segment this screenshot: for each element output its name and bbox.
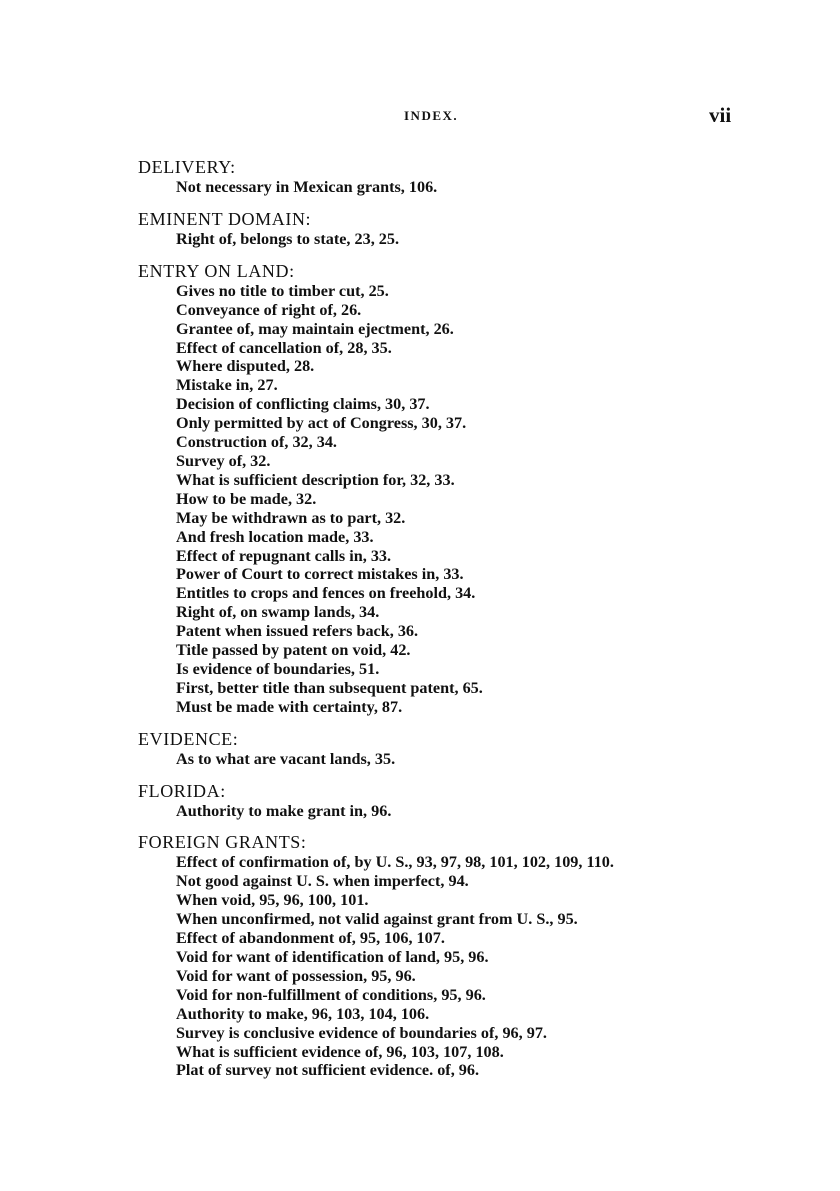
index-section [138,157,778,197]
index-entry: Gives no title to timber cut, 25. [176,281,389,300]
index-entry: Authority to make, 96, 103, 104, 106. [176,1004,430,1023]
index-entry: Patent when issued refers back, 36. [176,622,419,641]
index-entry: When void, 95, 96, 100, 101. [176,891,369,910]
index-entry: Only permitted by act of Congress, 30, 37. [176,414,467,433]
section-heading: EVIDENCE: [138,728,239,749]
index-entry: Survey of, 32. [176,451,271,470]
index-entry: What is sufficient evidence of, 96, 103, 107, 108. [176,1042,504,1061]
index-entry: May be withdrawn as to part, 32. [176,508,406,527]
index-entry: Authority to make grant in, 96. [176,801,392,820]
entry-list [138,178,778,197]
index-entry: Is evidence of boundaries, 51. [176,659,380,678]
index-entry: What is sufficient description for, 32, 33. [176,470,455,489]
index-entry: Must be made with certainty, 87. [176,697,403,716]
index-entry: Where disputed, 28. [176,357,315,376]
index-body [138,157,778,1092]
index-entry: Entitles to crops and fences on freehold, 34. [176,584,476,603]
index-entry: Title passed by patent on void, 42. [176,641,411,660]
index-entry: Effect of abandonment of, 95, 106, 107. [176,929,445,948]
section-heading: DELIVERY: [138,157,236,177]
index-entry: How to be made, 32. [176,489,317,508]
index-entry: When unconfirmed, not valid against grant from U. S., 95. [176,910,578,929]
section-heading: FLORIDA: [138,780,226,801]
index-entry: Conveyance of right of, 26. [176,300,362,319]
running-head-title: INDEX. [404,108,459,123]
index-entry: Effect of confirmation of, by U. S., 93, 97, 98, 101, 102, 109, 110. [176,853,614,872]
index-entry: Power of Court to correct mistakes in, 33. [176,565,464,584]
section-heading: EMINENT DOMAIN: [138,208,312,229]
index-entry: Void for want of identification of land, 95, 96. [176,948,489,966]
index-entry: Not good against U. S. when imperfect, 94. [176,872,469,891]
index-entry: And fresh location made, 33. [176,527,374,546]
index-entry: Void for non-fulfillment of conditions, 95, 96. [176,985,486,1004]
index-entry: As to what are vacant lands, 35. [176,749,396,768]
index-entry: Effect of repugnant calls in, 33. [176,546,392,565]
index-entry: Mistake in, 27. [176,376,278,395]
entry-list [138,802,778,821]
index-entry: Right of, belongs to state, 23, 25. [176,229,400,248]
section-heading: ENTRY ON LAND: [138,260,295,281]
index-entry: Plat of survey not sufficient evidence. of, 96. [176,1061,480,1080]
section-heading: FOREIGN GRANTS: [138,832,307,853]
entry-list [138,750,778,769]
index-section [138,832,778,1080]
running-head [0,103,840,132]
index-entry: Right of, on swamp lands, 34. [176,603,380,622]
index-entry: Effect of cancellation of, 28, 35. [176,338,392,357]
entry-list [138,853,778,1080]
page-number: vii [709,103,732,127]
index-entry: Survey is conclusive evidence of boundaries of, 96, 97. [176,1023,547,1042]
index-entry: Void for want of possession, 95, 96. [176,966,416,985]
index-section [138,729,778,769]
index-entry: First, better title than subsequent patent, 65. [176,678,483,697]
entry-list [138,230,778,249]
entry-list [138,282,778,717]
index-entry: Decision of conflicting claims, 30, 37. [176,395,430,414]
index-entry: Grantee of, may maintain ejectment, 26. [176,319,454,338]
index-section [138,781,778,821]
index-entry: Not necessary in Mexican grants, 106. [176,178,438,196]
index-section [138,209,778,249]
index-section [138,261,778,717]
index-entry: Construction of, 32, 34. [176,433,337,452]
